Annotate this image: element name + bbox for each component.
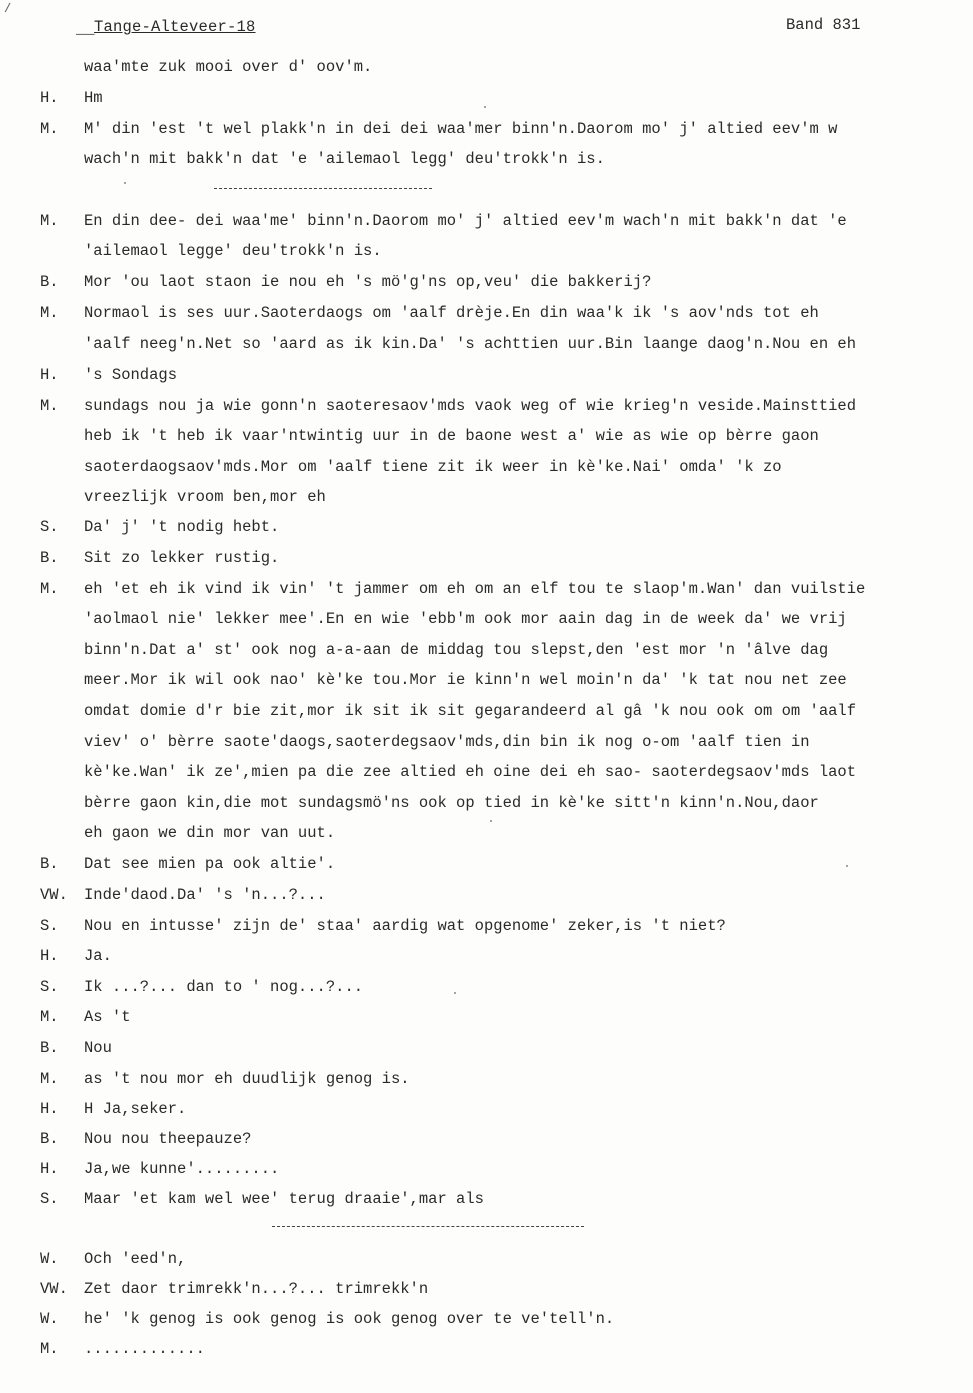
transcript-line: kè'ke.Wan' ik ze',mien pa die zee altied eh oine dei eh sao- saoterdegsaov'mds laot [84, 763, 857, 781]
speaker-label: S. [40, 1190, 59, 1208]
transcript-line: binn'n.Dat a' st' ook nog a-a-aan de middag tou slepst,den 'est mor 'n 'âlve dag [84, 641, 829, 659]
document-title: Tange-Alteveer-18 [94, 18, 256, 36]
transcript-line: Nou en intusse' zijn de' staa' aardig wat opgenome' zeker,is 't niet? [84, 917, 726, 935]
speaker-label: B. [40, 1130, 59, 1148]
speaker-label: H. [40, 1160, 59, 1178]
speaker-label: S. [40, 518, 59, 536]
transcript-line: Nou nou theepauze? [84, 1130, 252, 1148]
speaker-label: B. [40, 1039, 59, 1057]
speaker-label: H. [40, 1100, 59, 1118]
transcript-line: as 't nou mor eh duudlijk genog is. [84, 1070, 410, 1088]
scan-speck [846, 865, 848, 867]
transcript-line: waa'mte zuk mooi over d' oov'm. [84, 58, 373, 76]
transcript-line: Ja. [84, 947, 112, 965]
transcript-line: 's Sondags [84, 366, 178, 384]
speaker-label: VW. [40, 1280, 68, 1298]
scan-speck [490, 820, 492, 822]
transcript-line: Zet daor trimrekk'n...?... trimrekk'n [84, 1280, 429, 1298]
transcript-line: eh 'et eh ik vind ik vin' 't jammer om eh om an elf tou te slaop'm.Wan' dan vuilstie [84, 580, 866, 598]
speaker-label: B. [40, 549, 59, 567]
speaker-label: M. [40, 1008, 59, 1026]
transcript-line: En din dee- dei waa'me' binn'n.Daorom mo' j' altied eev'm wach'n mit bakk'n dat 'e [84, 212, 847, 230]
speaker-label: W. [40, 1310, 59, 1328]
transcript-line: vreezlijk vroom ben,mor eh [84, 488, 326, 506]
transcript-line: Sit zo lekker rustig. [84, 549, 280, 567]
transcript-line: saoterdaogsaov'mds.Mor om 'aalf tiene zit ik weer in kè'ke.Nai' omda' 'k zo [84, 458, 782, 476]
transcript-line: Dat see mien pa ook altie'. [84, 855, 336, 873]
section-separator [272, 1226, 584, 1227]
speaker-label: H. [40, 947, 59, 965]
speaker-label: M. [40, 580, 59, 598]
transcript-line: eh gaon we din mor van uut. [84, 824, 336, 842]
speaker-label: M. [40, 397, 59, 415]
speaker-label: M. [40, 120, 59, 138]
transcript-line: ............. [84, 1340, 205, 1358]
band-number: Band 831 [786, 16, 861, 34]
speaker-label: M. [40, 212, 59, 230]
transcript-line: Mor 'ou laot staon ie nou eh 's mö'g'ns op,veu' die bakkerij? [84, 273, 652, 291]
transcript-line: Ja,we kunne'......... [84, 1160, 280, 1178]
transcript-line: 'aalf neeg'n.Net so 'aard as ik kin.Da' 's achttien uur.Bin laange daog'n.Nou en eh [84, 335, 857, 353]
stray-mark: / [4, 2, 12, 16]
speaker-label: B. [40, 855, 59, 873]
scan-speck [124, 182, 126, 184]
transcript-line: meer.Mor ik wil ook nao' kè'ke tou.Mor ie kinn'n wel moin'n da' 'k tat nou net zee [84, 671, 847, 689]
transcript-line: Inde'daod.Da' 's 'n...?... [84, 886, 326, 904]
section-separator [214, 188, 432, 189]
transcript-line: 'aolmaol nie' lekker mee'.En en wie 'ebb'm ook mor aain dag in de week da' we vrij [84, 610, 847, 628]
speaker-label: B. [40, 273, 59, 291]
speaker-label: M. [40, 1070, 59, 1088]
transcript-line: sundags nou ja wie gonn'n saoteresaov'mds vaok weg of wie krieg'n veside.Mainsttied [84, 397, 857, 415]
speaker-label: S. [40, 917, 59, 935]
transcript-line: he' 'k genog is ook genog is ook genog over te ve'tell'n. [84, 1310, 615, 1328]
transcript-line: 'ailemaol legge' deu'trokk'n is. [84, 242, 382, 260]
speaker-label: H. [40, 366, 59, 384]
transcript-line: As 't [84, 1008, 131, 1026]
speaker-label: H. [40, 89, 59, 107]
transcript-line: wach'n mit bakk'n dat 'e 'ailemaol legg' deu'trokk'n is. [84, 150, 605, 168]
speaker-label: M. [40, 304, 59, 322]
header-leading-dashes: __ [76, 20, 95, 38]
transcript-line: Nou [84, 1039, 112, 1057]
transcript-line: H Ja,seker. [84, 1100, 187, 1118]
scan-speck [484, 106, 486, 108]
transcript-line: Da' j' 't nodig hebt. [84, 518, 280, 536]
transcript-line: Ik ...?... dan to ' nog...?... [84, 978, 364, 996]
transcript-line: Och 'eed'n, [84, 1250, 187, 1268]
speaker-label: M. [40, 1340, 59, 1358]
transcript-line: omdat domie d'r bie zit,mor ik sit ik sit gegarandeerd al gâ 'k nou ook om om 'aalf [84, 702, 857, 720]
transcript-line: heb ik 't heb ik vaar'ntwintig uur in de baone west a' wie as wie op bèrre gaon [84, 427, 819, 445]
transcript-line: Normaol is ses uur.Saoterdaogs om 'aalf drèje.En din waa'k ik 's aov'nds tot eh [84, 304, 819, 322]
transcript-line: M' din 'est 't wel plakk'n in dei dei waa'mer binn'n.Daorom mo' j' altied eev'm w [84, 120, 838, 138]
transcript-line: Maar 'et kam wel wee' terug draaie',mar als [84, 1190, 484, 1208]
transcript-line: bèrre gaon kin,die mot sundagsmö'ns ook op tied in kè'ke sitt'n kinn'n.Nou,daor [84, 794, 819, 812]
transcript-line: Hm [84, 89, 103, 107]
speaker-label: VW. [40, 886, 68, 904]
speaker-label: W. [40, 1250, 59, 1268]
transcript-line: viev' o' bèrre saote'daogs,saoterdegsaov'mds,din bin ik nog o-om 'aalf tien in [84, 733, 810, 751]
scan-speck [454, 992, 456, 994]
speaker-label: S. [40, 978, 59, 996]
